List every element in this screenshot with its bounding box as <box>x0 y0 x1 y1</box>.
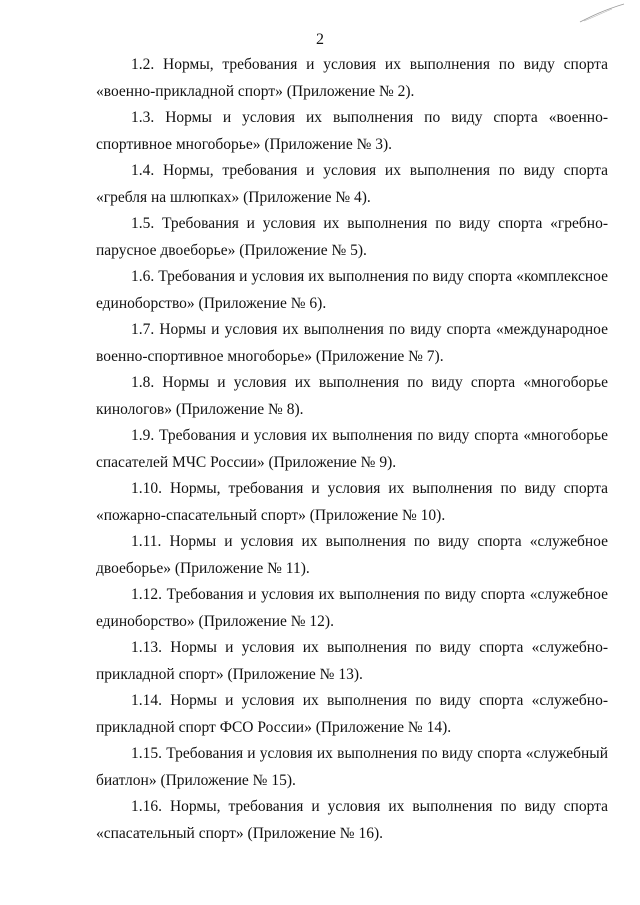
paragraph-1-7: 1.7. Нормы и условия их выполнения по виду спорта «международное военно-спортивное многоборье» (Приложение № 7). <box>96 321 608 365</box>
scan-mark-icon <box>578 2 626 24</box>
paragraph-1-8: 1.8. Нормы и условия их выполнения по виду спорта «многоборье кинологов» (Приложение № 8). <box>96 374 608 418</box>
paragraph-1-2: 1.2. Нормы, требования и условия их выполнения по виду спорта «военно-прикладной спорт» (Приложение № 2). <box>96 56 608 100</box>
paragraph-1-9: 1.9. Требования и условия их выполнения по виду спорта «многоборье спасателей МЧС России» (Приложение № 9). <box>96 427 608 471</box>
paragraph-1-4: 1.4. Нормы, требования и условия их выполнения по виду спорта «гребля на шлюпках» (Приложение № 4). <box>96 162 608 206</box>
paragraph-1-13: 1.13. Нормы и условия их выполнения по виду спорта «служебно-прикладной спорт» (Приложение № 13). <box>96 639 608 683</box>
document-body <box>96 52 608 847</box>
paragraph-1-6: 1.6. Требования и условия их выполнения по виду спорта «комплексное единоборство» (Приложение № 6). <box>96 268 608 312</box>
paragraph-1-15: 1.15. Требования и условия их выполнения по виду спорта «служебный биатлон» (Приложение № 15). <box>96 745 608 789</box>
page-number: 2 <box>316 31 324 48</box>
paragraph-1-16: 1.16. Нормы, требования и условия их выполнения по виду спорта «спасательный спорт» (Приложение № 16). <box>96 798 608 842</box>
paragraph-1-10: 1.10. Нормы, требования и условия их выполнения по виду спорта «пожарно-спасательный спорт» (Приложение № 10). <box>96 480 608 524</box>
paragraph-1-3: 1.3. Нормы и условия их выполнения по виду спорта «военно-спортивное многоборье» (Приложение № 3). <box>96 109 608 153</box>
paragraph-1-12: 1.12. Требования и условия их выполнения по виду спорта «служебное единоборство» (Приложение № 12). <box>96 586 608 630</box>
paragraph-1-14: 1.14. Нормы и условия их выполнения по виду спорта «служебно-прикладной спорт ФСО России» (Приложение № 14). <box>96 692 608 736</box>
paragraph-1-5: 1.5. Требования и условия их выполнения по виду спорта «гребно-парусное двоеборье» (Приложение № 5). <box>96 215 608 259</box>
paragraph-1-11: 1.11. Нормы и условия их выполнения по виду спорта «служебное двоеборье» (Приложение № 11). <box>96 533 608 577</box>
